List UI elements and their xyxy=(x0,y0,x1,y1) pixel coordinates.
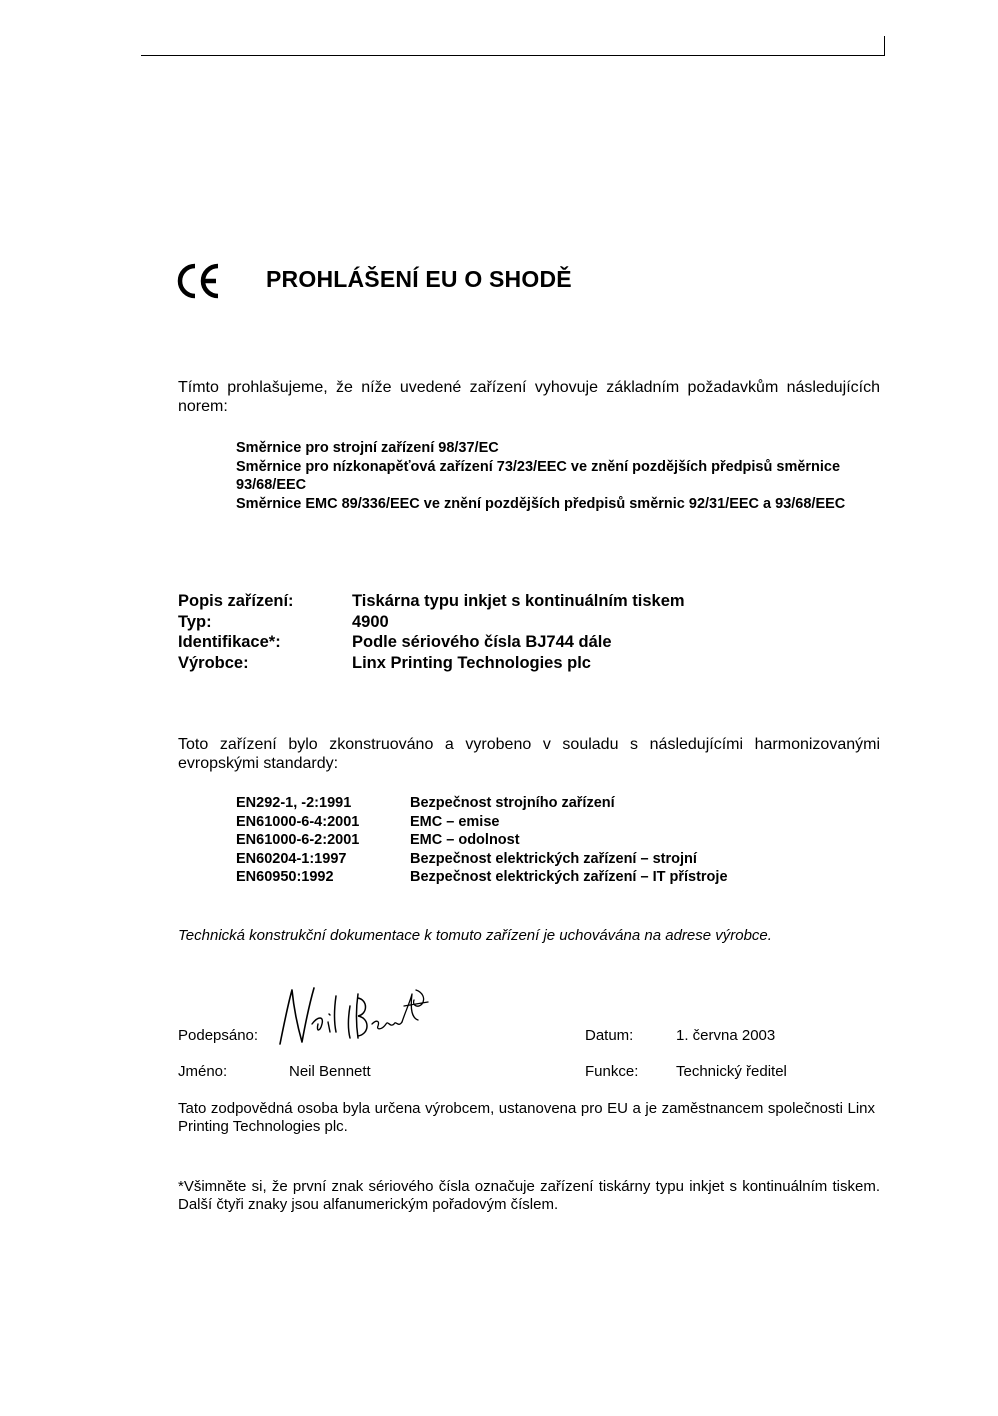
intro-paragraph: Tímto prohlašujeme, že níže uvedené zařízení vyhovuje základním požadavkům následujících norem: xyxy=(178,379,880,415)
directive-item: Směrnice EMC 89/336/EEC ve znění pozdějších předpisů směrnic 92/31/EEC a 93/68/EEC xyxy=(236,495,846,512)
header-rule-tick xyxy=(884,36,885,56)
standard-desc: EMC – emise xyxy=(410,813,500,830)
page-title: PROHLÁŠENÍ EU O SHODĚ xyxy=(266,266,572,292)
description-label: Popis zařízení: xyxy=(178,592,294,610)
date-label: Datum: xyxy=(585,1027,634,1044)
name-label: Jméno: xyxy=(178,1063,228,1080)
manufacturer-value: Linx Printing Technologies plc xyxy=(352,653,591,672)
type-label: Typ: xyxy=(178,612,212,631)
directive-item: Směrnice pro nízkonapěťová zařízení 73/23/EEC ve znění pozdějších předpisů směrnice 93/68/EEC xyxy=(236,458,841,494)
equipment-info xyxy=(178,591,685,673)
function-value: Technický ředitel xyxy=(676,1063,787,1080)
standard-code: EN60950:1992 xyxy=(236,869,334,886)
date-value: 1. června 2003 xyxy=(676,1027,776,1044)
standard-desc: EMC – odolnost xyxy=(410,832,520,849)
handwritten-signature xyxy=(272,984,432,1048)
signed-label: Podepsáno: xyxy=(178,1027,259,1044)
standard-code: EN61000-6-4:2001 xyxy=(236,813,360,830)
standard-row xyxy=(236,868,728,887)
standard-desc: Bezpečnost strojního zařízení xyxy=(410,795,615,811)
ce-mark-icon xyxy=(176,262,222,300)
function-label: Funkce: xyxy=(585,1063,639,1080)
name-value: Neil Bennett xyxy=(289,1063,371,1080)
standard-row xyxy=(236,831,728,850)
standards-list xyxy=(236,794,728,887)
header-rule xyxy=(141,55,885,56)
id-value: Podle sériového čísla BJ744 dále xyxy=(352,633,612,651)
type-value: 4900 xyxy=(352,612,389,631)
standard-row xyxy=(236,850,728,869)
standard-code: EN60204-1:1997 xyxy=(236,850,347,867)
standard-code: EN292-1, -2:1991 xyxy=(236,795,352,811)
standard-desc: Bezpečnost elektrických zařízení – strojní xyxy=(410,850,697,867)
standard-code: EN61000-6-2:2001 xyxy=(236,832,360,849)
standard-row xyxy=(236,794,728,813)
responsible-person-note: Tato zodpovědná osoba byla určena výrobcem, ustanovena pro EU a je zaměstnancem společnosti Linx Printing Technologies plc. xyxy=(178,1100,875,1135)
footnote: *Všimněte si, že první znak sériového čísla označuje zařízení tiskárny typu inkjet s kontinuálním tiskem. Další čtyři znaky jsou alfanumerickým pořadovým číslem. xyxy=(178,1178,880,1213)
manufacturer-label: Výrobce: xyxy=(178,653,249,672)
directives-list xyxy=(236,439,856,513)
id-label: Identifikace*: xyxy=(178,633,281,651)
tech-doc-note: Technická konstrukční dokumentace k tomuto zařízení je uchovávána na adrese výrobce. xyxy=(178,927,772,944)
directive-item: Směrnice pro strojní zařízení 98/37/EC xyxy=(236,440,499,456)
standards-intro: Toto zařízení bylo zkonstruováno a vyrobeno v souladu s následujícími harmonizovanými evropskými standardy: xyxy=(178,736,880,772)
standard-desc: Bezpečnost elektrických zařízení – IT přístroje xyxy=(410,869,728,886)
description-value: Tiskárna typu inkjet s kontinuálním tiskem xyxy=(352,592,685,610)
standard-row xyxy=(236,813,728,832)
